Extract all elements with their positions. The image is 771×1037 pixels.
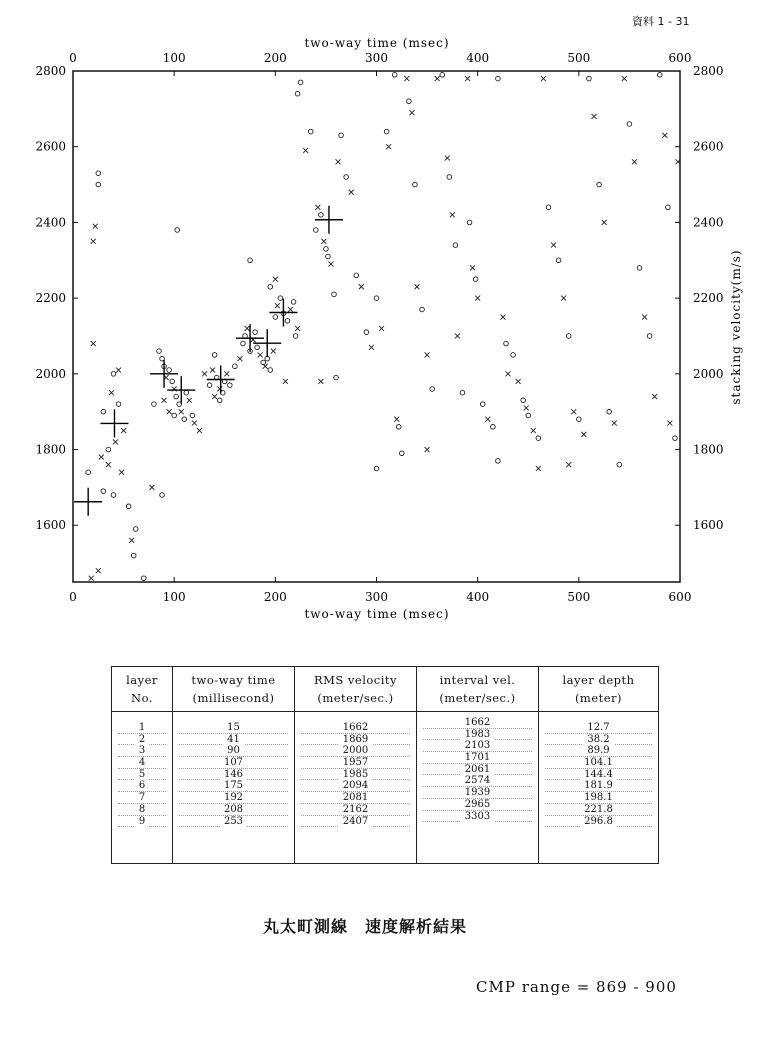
data-point-circle (364, 330, 369, 335)
data-point-cross (328, 262, 333, 267)
table-cell: 2965 (417, 799, 538, 811)
table-cell: 3303 (417, 811, 538, 823)
data-point-circle (170, 379, 175, 384)
data-point-circle (473, 277, 478, 282)
data-point-cross (536, 466, 541, 471)
x-tick-label-top: 200 (263, 51, 287, 65)
table-cell: 2574 (417, 775, 538, 787)
x-tick-label-bottom: 600 (668, 590, 692, 604)
data-point-cross (271, 349, 276, 354)
data-point-circle (167, 368, 172, 373)
data-point-circle (521, 398, 526, 403)
data-point-circle (131, 553, 136, 558)
data-point-circle (152, 402, 157, 407)
data-markers (86, 72, 681, 580)
y-tick-label-right: 1800 (693, 442, 724, 457)
data-point-cross (369, 345, 374, 350)
table-cell: 1662 (295, 722, 416, 734)
header-layer-no: layer No. (112, 667, 173, 712)
figure-caption: 丸太町測線 速度解析結果 (262, 917, 467, 936)
data-point-circle (314, 228, 319, 233)
y-tick-label-left: 2200 (35, 291, 66, 306)
data-point-circle (480, 402, 485, 407)
data-point-cross (224, 371, 229, 376)
x-tick-label-bottom: 0 (69, 590, 77, 604)
data-point-circle (326, 254, 331, 259)
data-point-cross (349, 190, 354, 195)
table-cell: 4 (112, 757, 172, 769)
x-tick-label-bottom: 400 (466, 590, 490, 604)
data-point-cross (414, 284, 419, 289)
table-cell: 1869 (295, 734, 416, 746)
data-point-circle (273, 315, 278, 320)
velocity-pick (150, 360, 178, 388)
x-tick-label-top: 600 (668, 51, 692, 65)
top-x-axis (69, 51, 691, 76)
data-point-circle (657, 72, 662, 77)
table-cell: 89.9 (539, 745, 658, 757)
velocity-pick (74, 488, 102, 516)
data-point-cross (303, 148, 308, 153)
data-point-cross (321, 239, 326, 244)
data-point-cross (99, 455, 104, 460)
data-point-cross (470, 265, 475, 270)
data-point-circle (354, 273, 359, 278)
y-tick-label-left: 1600 (35, 518, 66, 533)
data-point-cross (425, 352, 430, 357)
table-cell: 6 (112, 780, 172, 792)
data-point-cross (315, 205, 320, 210)
data-point-cross (187, 398, 192, 403)
data-point-circle (673, 436, 678, 441)
velocity-pick (236, 324, 264, 352)
data-point-circle (666, 205, 671, 210)
data-point-cross (91, 239, 96, 244)
data-point-cross (116, 368, 121, 373)
data-point-circle (504, 341, 509, 346)
data-point-cross (167, 409, 172, 414)
data-point-cross (263, 364, 268, 369)
data-point-circle (126, 504, 131, 509)
data-point-circle (384, 129, 389, 134)
data-point-circle (133, 527, 138, 532)
data-point-circle (627, 122, 632, 127)
data-point-circle (647, 334, 652, 339)
data-point-cross (109, 390, 114, 395)
x-tick-label-top: 500 (567, 51, 591, 65)
table-cell: 221.8 (539, 804, 658, 816)
table-cell: 1 (112, 722, 172, 734)
data-point-circle (255, 345, 260, 350)
table-cell: 1701 (417, 752, 538, 764)
velocity-analysis-table (111, 666, 659, 864)
data-point-circle (172, 413, 177, 418)
data-point-circle (212, 353, 217, 358)
col-rms-velocity (295, 712, 417, 864)
table-cell: 3 (112, 745, 172, 757)
table-cell: 1662 (417, 717, 538, 729)
table-cell: 2407 (295, 816, 416, 828)
data-point-cross (642, 315, 647, 320)
y-tick-label-left: 1800 (35, 442, 66, 457)
data-point-circle (496, 76, 501, 81)
data-point-cross (91, 341, 96, 346)
data-point-circle (460, 390, 465, 395)
left-y-axis (35, 64, 78, 532)
y-tick-label-right: 2400 (693, 215, 724, 230)
data-point-circle (295, 91, 300, 96)
header-two-way-time: two-way time (millisecond) (173, 667, 295, 712)
data-point-cross (179, 409, 184, 414)
data-point-cross (531, 428, 536, 433)
data-point-cross (566, 462, 571, 467)
data-point-cross (121, 428, 126, 433)
document-reference: 資料 1 - 31 (632, 15, 690, 28)
data-point-cross (425, 447, 430, 452)
data-point-circle (190, 413, 195, 418)
table-cell: 146 (173, 769, 294, 781)
data-point-cross (455, 333, 460, 338)
data-point-circle (453, 243, 458, 248)
table-cell: 2061 (417, 764, 538, 776)
data-point-circle (291, 300, 296, 305)
data-point-cross (336, 159, 341, 164)
data-point-circle (344, 175, 349, 180)
data-point-circle (319, 213, 324, 218)
table-cell: 41 (173, 734, 294, 746)
data-point-circle (577, 417, 582, 422)
y-tick-label-left: 2800 (35, 64, 66, 78)
data-point-circle (285, 319, 290, 324)
data-point-circle (96, 182, 101, 187)
data-point-circle (617, 462, 622, 467)
data-point-circle (420, 307, 425, 312)
x-tick-label-bottom: 100 (162, 590, 186, 604)
table-cell: 1985 (295, 769, 416, 781)
data-point-circle (556, 258, 561, 263)
data-point-circle (447, 175, 452, 180)
data-point-circle (392, 72, 397, 77)
data-point-cross (288, 307, 293, 312)
header-interval-velocity: interval vel. (meter/sec.) (417, 667, 539, 712)
col-interval-velocity (417, 712, 539, 864)
data-point-cross (119, 470, 124, 475)
velocity-pick (269, 298, 297, 326)
data-point-cross (113, 439, 118, 444)
data-point-cross (258, 352, 263, 357)
data-point-cross (475, 296, 480, 301)
data-point-cross (409, 110, 414, 115)
y-tick-label-left: 2000 (35, 366, 66, 381)
data-point-circle (96, 171, 101, 176)
table-cell: 296.8 (539, 816, 658, 828)
data-point-circle (174, 394, 179, 399)
data-point-cross (592, 114, 597, 119)
data-point-cross (516, 379, 521, 384)
table-cell: 15 (173, 722, 294, 734)
bottom-x-axis (69, 577, 691, 604)
table-cell: 2162 (295, 804, 416, 816)
col-layer-depth (539, 712, 659, 864)
data-point-cross (445, 156, 450, 161)
data-point-circle (511, 353, 516, 358)
table-cell: 198.1 (539, 792, 658, 804)
x-tick-label-bottom: 200 (263, 590, 287, 604)
table-cell: 90 (173, 745, 294, 757)
data-point-cross (602, 220, 607, 225)
data-point-circle (268, 284, 273, 289)
data-point-circle (491, 425, 496, 430)
velocity-picks (74, 206, 343, 516)
table-cell: 144.4 (539, 769, 658, 781)
data-point-circle (332, 292, 337, 297)
data-point-circle (430, 387, 435, 392)
data-point-circle (268, 368, 273, 373)
x-tick-label-top: 100 (162, 51, 186, 65)
data-point-circle (278, 296, 283, 301)
data-point-circle (233, 364, 238, 369)
data-point-circle (546, 205, 551, 210)
data-point-cross (275, 303, 280, 308)
data-point-circle (293, 334, 298, 339)
data-point-cross (379, 326, 384, 331)
x-axis-label-top: two-way time (msec) (304, 36, 450, 50)
table-cell: 1983 (417, 729, 538, 741)
data-point-circle (374, 296, 379, 301)
data-point-cross (662, 133, 667, 138)
data-point-circle (374, 466, 379, 471)
data-point-circle (607, 409, 612, 414)
data-point-circle (597, 182, 602, 187)
data-point-circle (339, 133, 344, 138)
data-point-circle (298, 80, 303, 85)
velocity-pick (315, 206, 343, 234)
table-cell: 7 (112, 792, 172, 804)
data-point-cross (106, 462, 111, 467)
data-point-circle (396, 425, 401, 430)
data-point-cross (202, 371, 207, 376)
y-tick-label-left: 2600 (35, 139, 66, 154)
x-tick-label-bottom: 500 (567, 590, 591, 604)
x-tick-label-top: 0 (69, 51, 77, 65)
data-point-circle (175, 228, 180, 233)
data-point-cross (394, 417, 399, 422)
x-tick-label-top: 300 (365, 51, 388, 65)
data-point-cross (612, 421, 617, 426)
table-cell: 1939 (417, 787, 538, 799)
data-point-cross (386, 144, 391, 149)
data-point-cross (237, 356, 242, 361)
table-cell: 192 (173, 792, 294, 804)
data-point-circle (86, 470, 91, 475)
data-point-cross (435, 76, 440, 81)
data-point-circle (217, 398, 222, 403)
data-point-circle (334, 375, 339, 380)
data-point-cross (210, 368, 215, 373)
table-cell: 1957 (295, 757, 416, 769)
table-cell: 2081 (295, 792, 416, 804)
data-point-circle (101, 489, 106, 494)
table-cell: 107 (173, 757, 294, 769)
y-tick-label-right: 2200 (693, 291, 724, 306)
table-cell: 8 (112, 804, 172, 816)
data-point-circle (142, 576, 147, 581)
data-point-circle (566, 334, 571, 339)
data-point-cross (622, 76, 627, 81)
plot-frame (73, 71, 680, 582)
table-cell: 2094 (295, 780, 416, 792)
data-point-circle (536, 436, 541, 441)
data-point-circle (207, 383, 212, 388)
table-body-row (112, 712, 659, 864)
data-point-cross (162, 398, 167, 403)
cmp-range: CMP range = 869 - 900 (476, 978, 677, 996)
data-point-cross (632, 159, 637, 164)
data-point-cross (197, 428, 202, 433)
x-tick-label-top: 400 (466, 51, 490, 65)
data-point-circle (526, 413, 531, 418)
velocity-pick (207, 365, 235, 393)
data-point-cross (485, 417, 490, 422)
data-point-cross (318, 379, 323, 384)
data-point-circle (228, 383, 233, 388)
data-point-cross (192, 421, 197, 426)
data-point-cross (93, 224, 98, 229)
data-point-cross (524, 405, 529, 410)
data-point-cross (581, 432, 586, 437)
header-layer-depth: layer depth (meter) (539, 667, 659, 712)
table-cell: 104.1 (539, 757, 658, 769)
y-tick-label-right: 2000 (693, 366, 724, 381)
table-cell: 2000 (295, 745, 416, 757)
data-point-circle (241, 341, 246, 346)
data-point-cross (129, 538, 134, 543)
data-point-circle (184, 390, 189, 395)
x-axis-label-bottom: two-way time (msec) (304, 607, 450, 621)
data-point-cross (212, 394, 217, 399)
data-point-circle (111, 493, 116, 498)
y-axis-label: stacking velocity(m/s) (729, 249, 743, 405)
data-point-circle (182, 417, 187, 422)
y-tick-label-right: 2800 (693, 64, 724, 78)
data-point-circle (587, 76, 592, 81)
data-point-circle (407, 99, 412, 104)
col-layer-no (112, 712, 173, 864)
table-cell: 253 (173, 816, 294, 828)
data-point-circle (116, 402, 121, 407)
data-point-cross (541, 76, 546, 81)
y-tick-label-left: 2400 (35, 215, 66, 230)
data-point-cross (283, 379, 288, 384)
table-cell: 175 (173, 780, 294, 792)
data-point-cross (359, 284, 364, 289)
col-two-way-time (173, 712, 295, 864)
right-y-axis (675, 64, 724, 532)
data-point-cross (245, 326, 250, 331)
data-point-cross (295, 326, 300, 331)
table-cell: 2103 (417, 740, 538, 752)
data-point-cross (149, 485, 154, 490)
data-point-cross (506, 371, 511, 376)
data-point-circle (253, 330, 258, 335)
data-point-cross (450, 212, 455, 217)
header-rms-velocity: RMS velocity (meter/sec.) (295, 667, 417, 712)
table-cell: 5 (112, 769, 172, 781)
data-point-circle (413, 182, 418, 187)
data-point-circle (440, 72, 445, 77)
data-point-cross (404, 76, 409, 81)
table-cell: 2 (112, 734, 172, 746)
data-point-cross (667, 421, 672, 426)
data-point-circle (106, 447, 111, 452)
y-tick-label-right: 2600 (693, 139, 724, 154)
data-point-circle (157, 349, 162, 354)
data-point-cross (652, 394, 657, 399)
data-point-cross (571, 409, 576, 414)
data-point-circle (248, 258, 253, 263)
data-point-circle (160, 493, 165, 498)
data-point-circle (467, 220, 472, 225)
y-tick-label-right: 1600 (693, 518, 724, 533)
data-point-cross (561, 296, 566, 301)
data-point-circle (111, 372, 116, 377)
table-cell: 208 (173, 804, 294, 816)
data-point-cross (96, 568, 101, 573)
table-cell: 9 (112, 816, 172, 828)
data-point-circle (399, 451, 404, 456)
data-point-circle (496, 459, 501, 464)
data-point-circle (101, 409, 106, 414)
velocity-pick (167, 376, 195, 404)
table-cell: 12.7 (539, 722, 658, 734)
data-point-cross (551, 243, 556, 248)
data-point-circle (324, 247, 329, 252)
data-point-cross (465, 76, 470, 81)
data-point-cross (500, 315, 505, 320)
table-cell: 38.2 (539, 734, 658, 746)
table-cell: 181.9 (539, 780, 658, 792)
x-tick-label-bottom: 300 (365, 590, 388, 604)
data-point-circle (637, 266, 642, 271)
data-point-cross (89, 576, 94, 581)
data-point-cross (273, 277, 278, 282)
data-point-circle (308, 129, 313, 134)
table-header-row (112, 667, 659, 712)
